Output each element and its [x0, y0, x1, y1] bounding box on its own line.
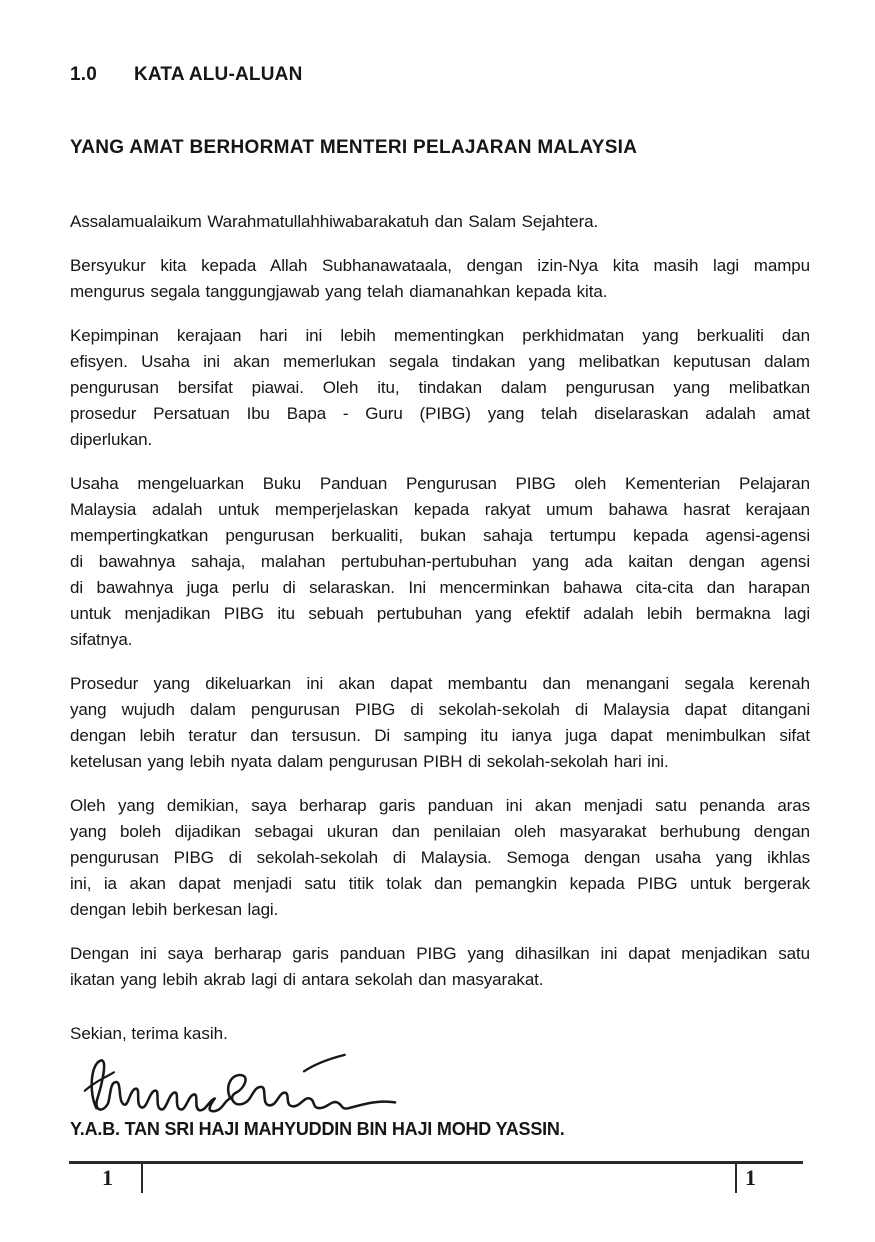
text-line: Oleh yang demikian, saya berharap garis panduan ini akan menjadi satu penanda aras [70, 796, 810, 815]
paragraph [70, 471, 810, 653]
text-line: Kepimpinan kerajaan hari ini lebih mementingkan perkhidmatan yang berkualiti dan [70, 326, 810, 345]
signatory-name: Y.A.B. TAN SRI HAJI MAHYUDDIN BIN HAJI MOHD YASSIN. [70, 1119, 565, 1139]
paragraph [70, 209, 810, 235]
text-line: yang boleh dijadikan sebagai ukuran dan penilaian oleh masyarakat berhubung dengan [70, 822, 810, 841]
paragraph [70, 323, 810, 453]
text-line: dengan lebih teratur dan tersusun. Di samping itu ianya juga dapat menimbulkan sifat [70, 726, 810, 745]
text-line: Assalamualaikum Warahmatullahhiwabarakatuh dan Salam Sejahtera. [70, 212, 599, 231]
paragraph [70, 671, 810, 775]
footer-divider-right [735, 1161, 737, 1193]
text-line: ikatan yang lebih akrab lagi di antara sekolah dan masyarakat. [70, 970, 544, 989]
text-line: mengurus segala tanggungjawab yang telah diamanahkan kepada kita. [70, 282, 608, 301]
paragraph [70, 253, 810, 305]
body-text [70, 209, 810, 993]
section-title: KATA ALU-ALUAN [134, 64, 303, 85]
salutation-heading: YANG AMAT BERHORMAT MENTERI PELAJARAN MALAYSIA [70, 137, 638, 158]
closing-line: Sekian, terima kasih. [70, 1024, 228, 1043]
text-line: Dengan ini saya berharap garis panduan PIBG yang dihasilkan ini dapat menjadikan satu [70, 944, 810, 963]
page-number-right: 1 [745, 1165, 756, 1190]
page-content [70, 64, 810, 1140]
text-line: efisyen. Usaha ini akan memerlukan segala tindakan yang melibatkan keputusan dalam [70, 352, 810, 371]
text-line: ketelusan yang lebih nyata dalam pengurusan PIBH di sekolah-sekolah hari ini. [70, 752, 669, 771]
section-heading [70, 64, 810, 85]
paragraph [70, 793, 810, 923]
signature-icon [76, 1050, 402, 1114]
footer-rule [69, 1161, 803, 1164]
text-line: diperlukan. [70, 430, 153, 449]
text-line: di bawahnya sahaja, malahan pertubuhan-pertubuhan yang ada kaitan dengan agensi [70, 552, 810, 571]
footer-divider-left [141, 1161, 143, 1193]
paragraph [70, 941, 810, 993]
section-number: 1.0 [70, 64, 98, 85]
text-line: pengurusan PIBG di sekolah-sekolah di Malaysia. Semoga dengan usaha yang ikhlas [70, 848, 810, 867]
text-line: prosedur Persatuan Ibu Bapa - Guru (PIBG) yang telah diselaraskan adalah amat [70, 404, 810, 423]
text-line: yang wujudh dalam pengurusan PIBG di sekolah-sekolah di Malaysia dapat ditangani [70, 700, 810, 719]
text-line: ini, ia akan dapat menjadi satu titik tolak dan pemangkin kepada PIBG untuk bergerak [70, 874, 810, 893]
text-line: pengurusan bersifat piawai. Oleh itu, tindakan dalam pengurusan yang melibatkan [70, 378, 810, 397]
text-line: Prosedur yang dikeluarkan ini akan dapat membantu dan menangani segala kerenah [70, 674, 810, 693]
text-line: untuk menjadikan PIBG itu sebuah pertubuhan yang efektif adalah lebih bermakna lagi [70, 604, 810, 623]
page-number-left: 1 [102, 1165, 113, 1190]
text-line: Malaysia adalah untuk memperjelaskan kepada rakyat umum bahawa hasrat kerajaan [70, 500, 810, 519]
text-line: sifatnya. [70, 630, 133, 649]
text-line: mempertingkatkan pengurusan berkualiti, bukan sahaja tertumpu kepada agensi-agensi [70, 526, 810, 545]
text-line: di bawahnya juga perlu di selaraskan. Ini mencerminkan bahawa cita-cita dan harapan [70, 578, 810, 597]
text-line: Usaha mengeluarkan Buku Panduan Pengurusan PIBG oleh Kementerian Pelajaran [70, 474, 810, 493]
text-line: dengan lebih berkesan lagi. [70, 900, 279, 919]
text-line: Bersyukur kita kepada Allah Subhanawataala, dengan izin-Nya kita masih lagi mampu [70, 256, 810, 275]
